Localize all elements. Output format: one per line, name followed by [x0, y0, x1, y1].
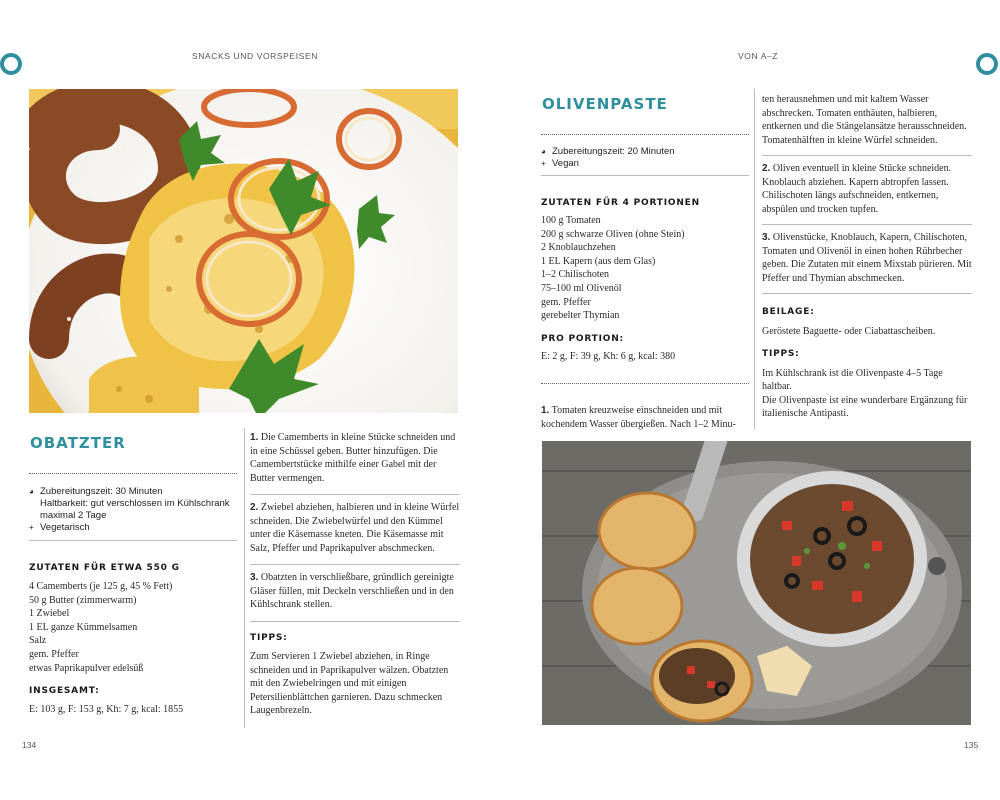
ingredient-item: etwas Paprikapulver edelsüß: [29, 662, 144, 674]
side-heading: BEILAGE:: [762, 307, 815, 317]
clock-icon: ◕: [541, 147, 546, 156]
step-3: [762, 231, 972, 285]
step-number: 2.: [762, 163, 771, 174]
divider: [762, 155, 972, 156]
column-rule: [244, 428, 245, 728]
ingredient-item: 2 Knoblauchzehen: [541, 242, 616, 254]
page-number-left: 134: [22, 740, 37, 750]
ingredient-item: 1 Zwiebel: [29, 608, 70, 620]
tips-text: Im Kühlschrank ist die Olivenpaste 4–5 Tage haltbar.: [762, 367, 943, 392]
portion-values: E: 2 g, F: 39 g, Kh: 6 g, kcal: 380: [541, 351, 676, 362]
recipe-title-olivenpaste: OLIVENPASTE: [542, 95, 668, 113]
ingredient-item: 75–100 ml Olivenöl: [541, 282, 622, 294]
running-head-left: SNACKS UND VORSPEISEN: [192, 51, 318, 61]
meta-diet: [541, 158, 751, 170]
olivenpaste-photo: [542, 441, 971, 725]
clock-icon: ◕: [29, 487, 34, 496]
divider: [762, 224, 972, 225]
dotted-divider: [541, 134, 749, 135]
meta-prep-time: [541, 146, 751, 158]
total-values: E: 103 g, F: 153 g, Kh: 7 g, kcal: 1855: [29, 704, 184, 715]
step-number: 3.: [250, 572, 259, 583]
step-3: [250, 571, 460, 612]
column-rule: [754, 89, 755, 429]
step-1: [250, 431, 460, 485]
side-text: Geröstete Baguette- oder Ciabattascheiben.: [762, 325, 936, 337]
tips-text: Zum Servieren 1 Zwiebel abziehen, in Ringe schneiden und in Paprikapulver wälzen. Obatzten mit den Zwiebelringen und mit einigen Petersilienblättchen garnieren. Dazu schmecken Laugenbrezeln.: [250, 651, 449, 716]
step-text: Zwiebel abziehen, halbieren und in kleine Würfel schneiden. Die Zwiebelwürfel und den Kümmel unter die Käsemasse kneten. Die Käsemasse mit Salz, Pfeffer und Paprikapulver abschmecken.: [250, 502, 460, 554]
steps-column: [762, 93, 972, 421]
meta-text: Zubereitungszeit: 20 Minuten: [552, 146, 675, 157]
step-1: [541, 404, 751, 431]
recipe-meta: [29, 486, 244, 534]
ingredients-heading: ZUTATEN FÜR 4 PORTIONEN: [541, 198, 700, 208]
meta-prep-time: [29, 486, 244, 498]
ingredients-list: [541, 214, 751, 323]
recipe-title-obatzter: OBATZTER: [30, 434, 126, 452]
step-text: Tomaten kreuzweise einschneiden und mit kochendem Wasser übergießen. Nach 1–2 Minu-: [541, 405, 736, 430]
steps-column: [250, 431, 460, 718]
recipe-meta: [541, 146, 751, 170]
ingredient-item: gem. Pfeffer: [29, 648, 79, 660]
divider: [29, 540, 237, 541]
dotted-divider: [541, 383, 749, 384]
step-number: 1.: [250, 432, 259, 443]
step-text: Olivenstücke, Knoblauch, Kapern, Chilischoten, Tomaten und Olivenöl in einen hohen Rührbecher geben. Die Zutaten mit einem Mixstab pürieren. Mit Pfeffer und Thymian abschmecken.: [762, 232, 972, 284]
step-number: 2.: [250, 502, 259, 513]
step-text: Die Camemberts in kleine Stücke schneiden und in eine Schüssel geben. Butter hinzufügen. Die Camembertstücke mithilfe einer Gabel mit der Butter vermengen.: [250, 432, 456, 484]
ingredient-item: 1 EL ganze Kümmelsamen: [29, 621, 138, 633]
tips-heading: TIPPS:: [762, 349, 800, 359]
divider: [250, 494, 460, 495]
ingredient-item: gem. Pfeffer: [541, 296, 591, 308]
ingredient-item: 200 g schwarze Oliven (ohne Stein): [541, 228, 685, 240]
meta-text: Haltbarkeit: gut verschlossen im Kühlschrank maximal 2 Tage: [40, 498, 230, 521]
ingredient-item: gerebelter Thymian: [541, 310, 620, 322]
step-1-continued: ten herausnehmen und mit kaltem Wasser abschrecken. Tomaten enthäuten, halbieren, entkernen und die Stängelansätze herausschneiden. Tomatenhälften in kleine Würfel schneiden.: [762, 94, 967, 146]
meta-shelf-life: [29, 498, 244, 522]
ring-ornament-left: [0, 53, 22, 75]
plus-icon: +: [541, 159, 546, 168]
ingredient-item: 4 Camemberts (je 125 g, 45 % Fett): [29, 581, 173, 592]
tips-heading: TIPPS:: [250, 632, 288, 643]
divider: [762, 293, 972, 294]
step-number: 3.: [762, 232, 771, 243]
tips-text: Die Olivenpaste ist eine wunderbare Ergänzung für italienische Antipasti.: [762, 394, 968, 419]
ingredient-item: 1 EL Kapern (aus dem Glas): [541, 255, 656, 267]
step-2: [250, 501, 460, 555]
ingredient-item: 100 g Tomaten: [541, 215, 601, 226]
ingredient-item: 50 g Butter (zimmerwarm): [29, 594, 137, 606]
ingredients-list: [29, 580, 239, 675]
meta-text: Zubereitungszeit: 30 Minuten: [40, 486, 163, 497]
ingredient-item: Salz: [29, 635, 47, 647]
meta-text: Vegetarisch: [40, 522, 90, 533]
step-number: 1.: [541, 405, 550, 416]
ingredient-item: 1–2 Chilischoten: [541, 269, 610, 281]
meta-text: Vegan: [552, 158, 579, 169]
meta-diet: [29, 522, 244, 534]
step-text: Oliven eventuell in kleine Stücke schneiden. Knoblauch abziehen. Kapern abtropfen lassen. Chilischoten längs aufschneiden, entkernen, abspülen und trocken tupfen.: [762, 163, 952, 215]
step-text: Obatzten in verschließbare, gründlich gereinigte Gläser füllen, mit Deckeln verschließen und in den Kühlschrank stellen.: [250, 572, 454, 610]
divider: [541, 175, 749, 176]
divider: [250, 621, 460, 622]
page-number-right: 135: [964, 740, 979, 750]
plus-icon: +: [29, 523, 34, 532]
total-heading: INSGESAMT:: [29, 686, 100, 696]
dotted-divider: [29, 473, 237, 474]
divider: [250, 564, 460, 565]
step-2: [762, 162, 972, 216]
obatzter-photo: [29, 89, 458, 413]
running-head-right: VON A–Z: [738, 51, 779, 61]
portion-heading: PRO PORTION:: [541, 334, 624, 344]
ingredients-heading: ZUTATEN FÜR ETWA 550 G: [29, 563, 180, 573]
ring-ornament-right: [976, 53, 998, 75]
